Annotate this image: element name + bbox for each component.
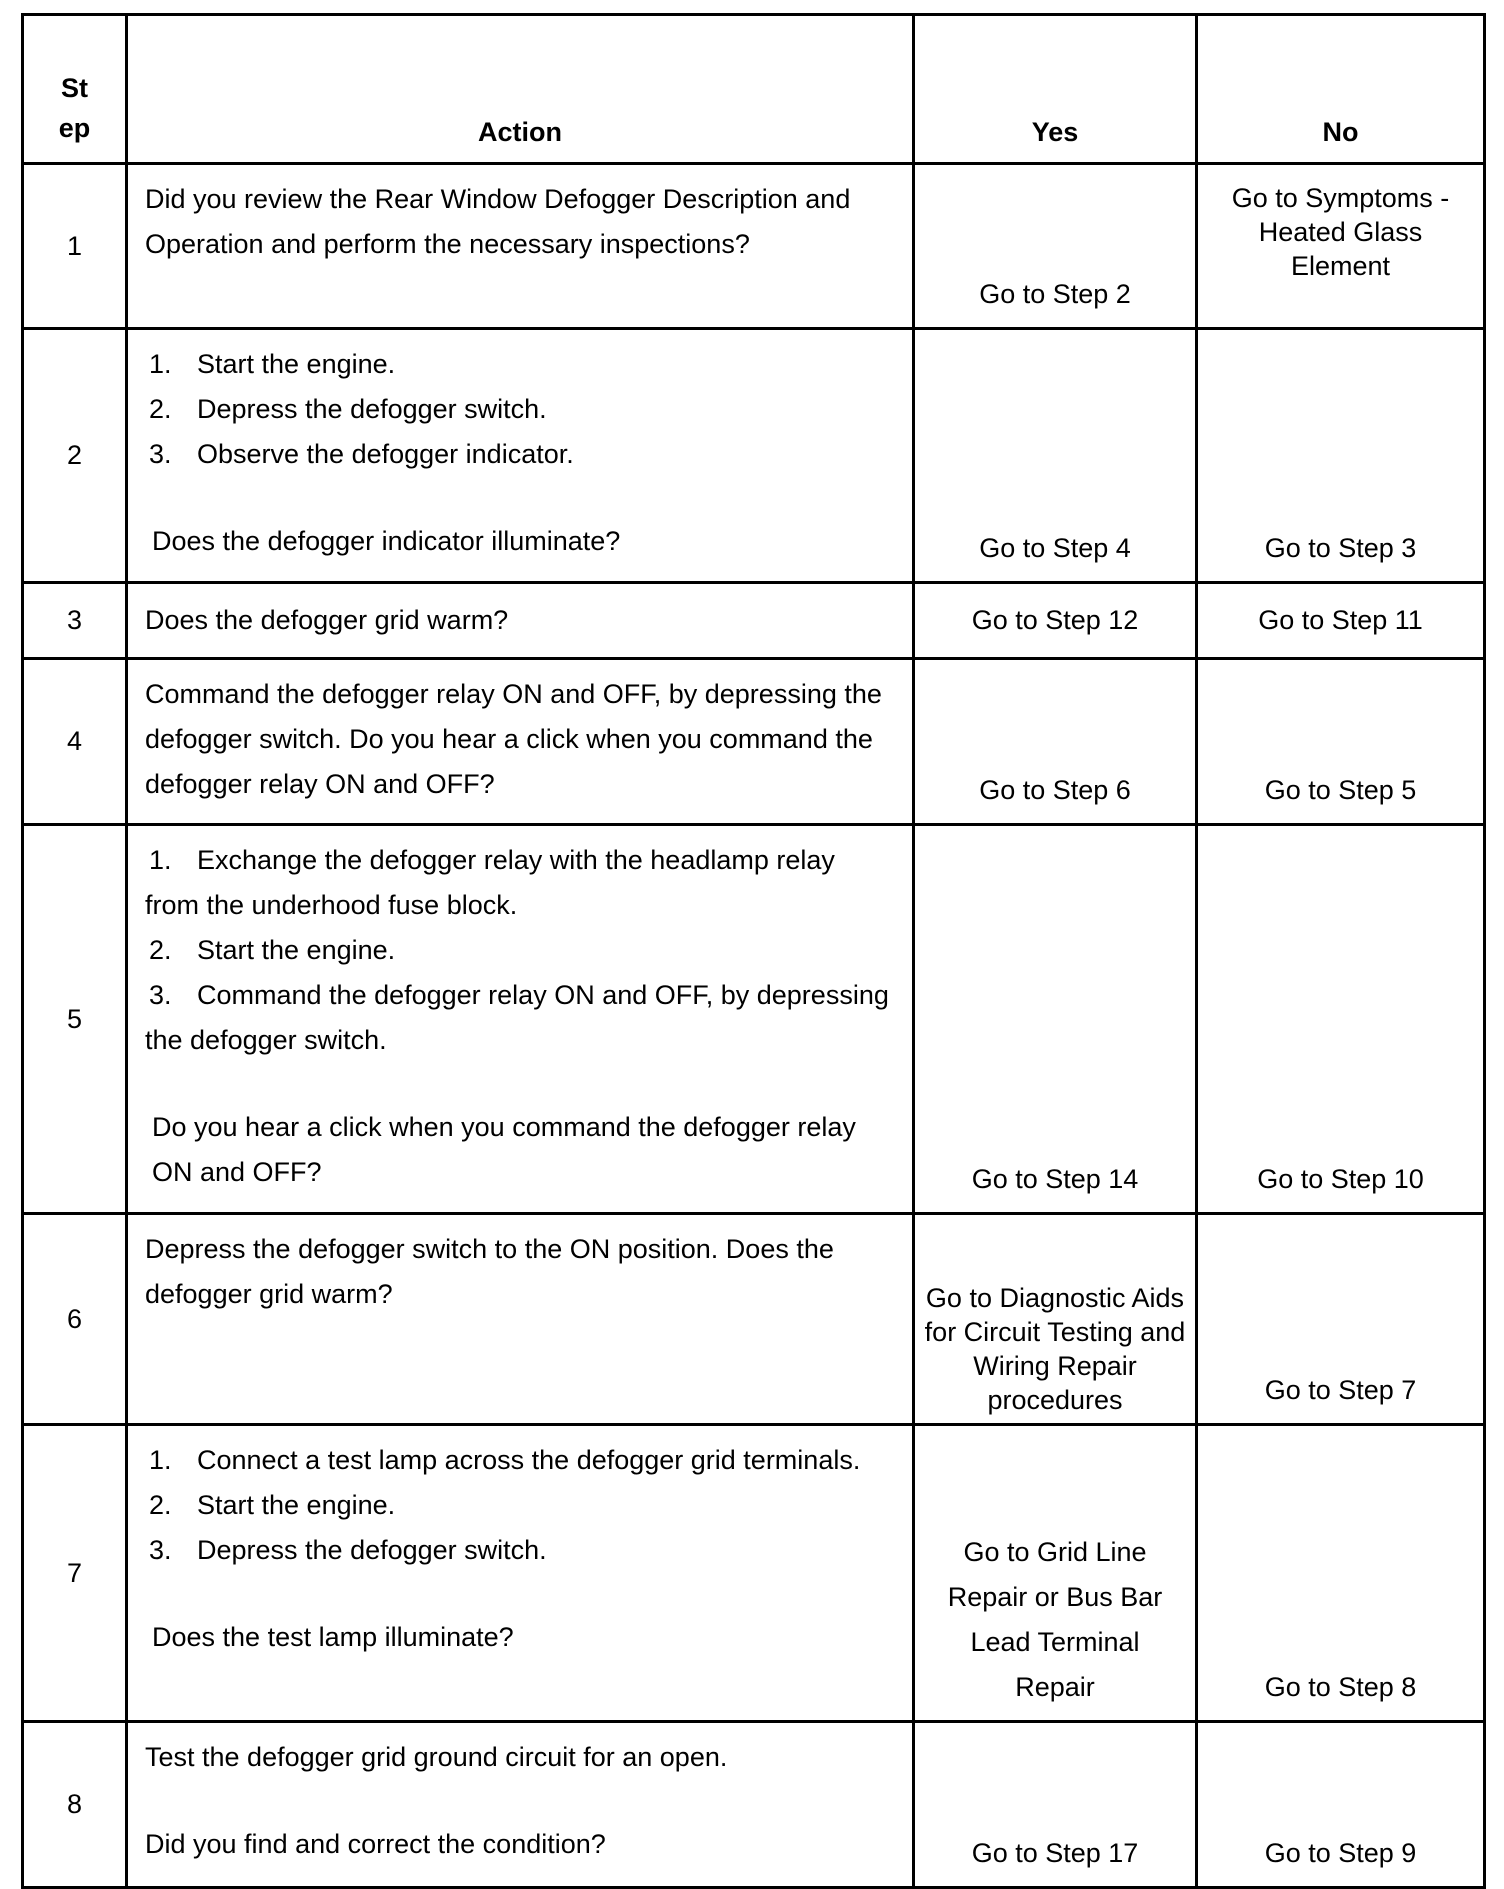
table-row (23, 329, 1485, 583)
list-item: 2. Start the engine. (149, 935, 396, 965)
no-cell: Go to Step 11 (1197, 583, 1485, 659)
step-number: 8 (23, 1722, 127, 1888)
action-cell (127, 1722, 914, 1888)
yes-cell: Go to Step 6 (914, 659, 1197, 825)
list-item: 2. Start the engine. (149, 1490, 396, 1520)
table-row (23, 164, 1485, 329)
table-row (23, 1214, 1485, 1425)
list-item: 3. Depress the defogger switch. (149, 1535, 547, 1565)
header-yes: Yes (914, 15, 1197, 164)
list-item: 1. Exchange the defogger relay with the headlamp relay from the underhood fuse block. (145, 845, 835, 920)
header-row (23, 15, 1485, 164)
header-action: Action (127, 15, 914, 164)
yes-cell: Go to Step 4 (914, 329, 1197, 583)
step-number: 4 (23, 659, 127, 825)
list-item: 3. Command the defogger relay ON and OFF, by depressing the defogger switch. (145, 980, 889, 1055)
action-question: Did you find and correct the condition? (145, 1829, 606, 1859)
step-number: 7 (23, 1425, 127, 1722)
action-cell (127, 825, 914, 1214)
action-text: Test the defogger grid ground circuit for an open. (145, 1742, 728, 1772)
action-question: Do you hear a click when you command the defogger relay ON and OFF? (152, 1112, 856, 1187)
table-row (23, 825, 1485, 1214)
list-item: 3. Observe the defogger indicator. (149, 439, 574, 469)
yes-cell: Go to Step 14 (914, 825, 1197, 1214)
no-cell: Go to Step 3 (1197, 329, 1485, 583)
header-step: St ep (23, 15, 127, 164)
action-cell: Did you review the Rear Window Defogger Description and Operation and perform the necessary inspections? (127, 164, 914, 329)
no-cell: Go to Step 8 (1197, 1425, 1485, 1722)
table-row (23, 583, 1485, 659)
table-row (23, 1722, 1485, 1888)
list-item: 1. Start the engine. (149, 349, 396, 379)
action-cell: Command the defogger relay ON and OFF, by depressing the defogger switch. Do you hear a click when you command the defogger relay ON and OFF? (127, 659, 914, 825)
action-cell (127, 329, 914, 583)
yes-cell: Go to Diagnostic Aids for Circuit Testing and Wiring Repair procedures (914, 1214, 1197, 1425)
action-cell (127, 1425, 914, 1722)
no-cell: Go to Step 7 (1197, 1214, 1485, 1425)
yes-cell: Go to Step 17 (914, 1722, 1197, 1888)
no-cell: Go to Step 5 (1197, 659, 1485, 825)
step-number: 1 (23, 164, 127, 329)
action-question: Does the defogger indicator illuminate? (152, 526, 621, 556)
action-question: Does the test lamp illuminate? (152, 1622, 514, 1652)
diagnostic-table (21, 13, 1486, 1889)
no-cell: Go to Symptoms - Heated Glass Element (1197, 164, 1485, 329)
no-cell: Go to Step 9 (1197, 1722, 1485, 1888)
step-number: 6 (23, 1214, 127, 1425)
yes-cell: Go to Grid Line Repair or Bus Bar Lead Terminal Repair (914, 1425, 1197, 1722)
action-cell: Depress the defogger switch to the ON position. Does the defogger grid warm? (127, 1214, 914, 1425)
step-number: 5 (23, 825, 127, 1214)
step-number: 3 (23, 583, 127, 659)
table-row (23, 659, 1485, 825)
step-number: 2 (23, 329, 127, 583)
table-row (23, 1425, 1485, 1722)
list-item: 2. Depress the defogger switch. (149, 394, 547, 424)
action-cell: Does the defogger grid warm? (127, 583, 914, 659)
yes-cell: Go to Step 12 (914, 583, 1197, 659)
list-item: 1. Connect a test lamp across the defogger grid terminals. (149, 1445, 861, 1475)
no-cell: Go to Step 10 (1197, 825, 1485, 1214)
yes-cell: Go to Step 2 (914, 164, 1197, 329)
header-no: No (1197, 15, 1485, 164)
